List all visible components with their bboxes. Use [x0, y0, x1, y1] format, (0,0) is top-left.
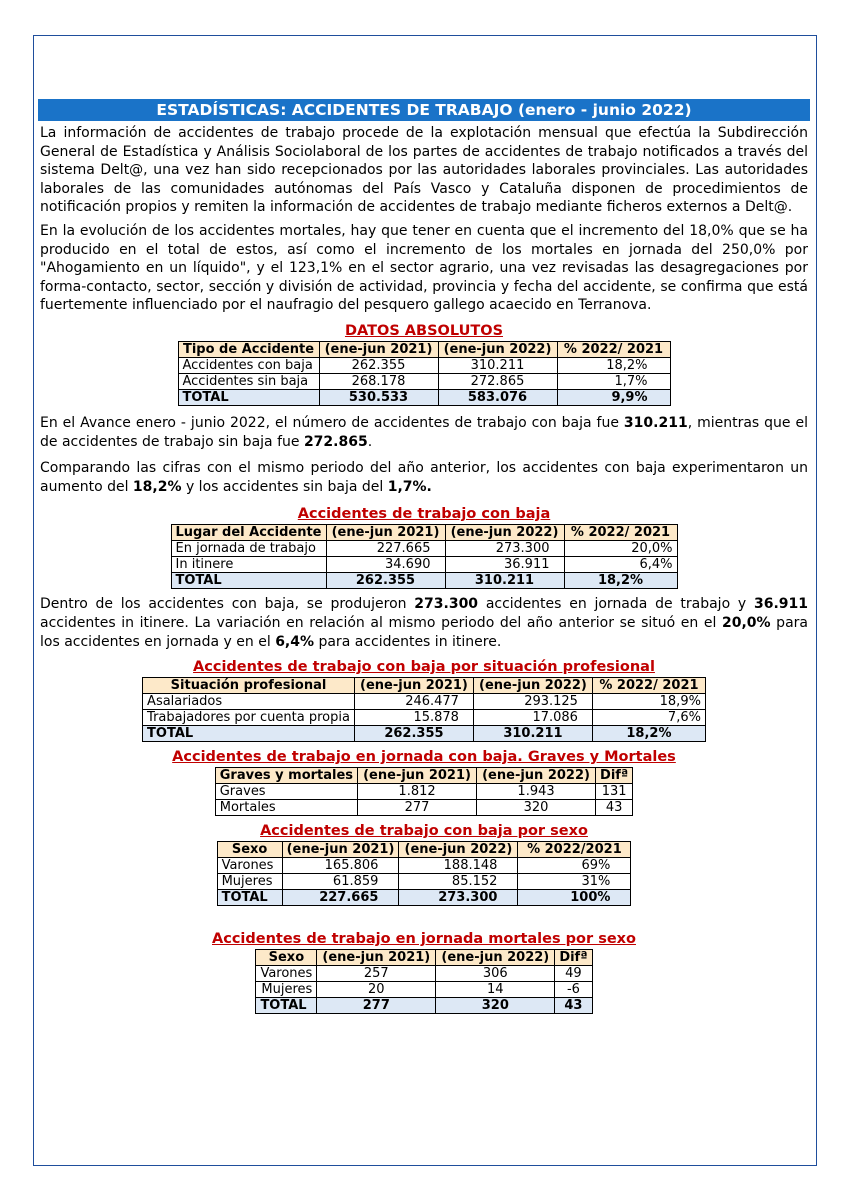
- table-header-row: Situación profesional (ene-jun 2021) (ene-jun 2022) % 2022/ 2021: [143, 678, 706, 694]
- document-content: [40, 99, 808, 1018]
- table-row: In itinere 34.690 36.911 6,4%: [171, 557, 677, 573]
- table-row: Accidentes con baja 262.355 310.211 18,2%: [178, 357, 670, 373]
- table-row: En jornada de trabajo 227.665 273.300 20,0%: [171, 541, 677, 557]
- table-row: Graves 1.812 1.943 131: [215, 784, 633, 800]
- table-por-sexo: [217, 841, 632, 906]
- section-heading: DATOS ABSOLUTOS: [344, 322, 504, 339]
- section-heading: Accidentes de trabajo en jornada mortales por sexo: [212, 931, 636, 948]
- page-title: ESTADÍSTICAS: ACCIDENTES DE TRABAJO (enero - junio 2022): [38, 99, 810, 121]
- table-row: Varones 165.806 188.148 69%: [217, 858, 631, 874]
- table-header-row: Sexo (ene-jun 2021) (ene-jun 2022) % 2022/2021: [217, 842, 631, 858]
- table-mortales-por-sexo: [255, 949, 592, 1014]
- table-header-row: Tipo de Accidente (ene-jun 2021) (ene-jun 2022) % 2022/ 2021: [178, 341, 670, 357]
- table-total-row: TOTAL 262.355 310.211 18,2%: [143, 726, 706, 742]
- table-header-row: Graves y mortales (ene-jun 2021) (ene-jun 2022) Difª: [215, 768, 633, 784]
- section-heading: Accidentes de trabajo con baja por sexo: [260, 823, 588, 840]
- table-situacion-profesional: [142, 677, 706, 742]
- table-total-row: TOTAL 262.355 310.211 18,2%: [171, 573, 677, 589]
- table-graves-mortales: [215, 767, 634, 816]
- table-total-row: TOTAL 277 320 43: [256, 998, 592, 1014]
- avance-paragraph: En el Avance enero - junio 2022, el número de accidentes de trabajo con baja fue 310.211, mientras que el de accidentes de trabajo sin baja fue 272.865.: [40, 414, 808, 450]
- table-row: Asalariados 246.477 293.125 18,9%: [143, 694, 706, 710]
- table-header-row: Sexo (ene-jun 2021) (ene-jun 2022) Difª: [256, 950, 592, 966]
- table-row: Accidentes sin baja 268.178 272.865 1,7%: [178, 373, 670, 389]
- table-con-baja: [171, 524, 678, 589]
- table-row: Mujeres 20 14 -6: [256, 982, 592, 998]
- table-total-row: TOTAL 530.533 583.076 9,9%: [178, 389, 670, 405]
- comparison-paragraph: Comparando las cifras con el mismo periodo del año anterior, los accidentes con baja experimentaron un aumento del 18,2% y los accidentes sin baja del 1,7%.: [40, 460, 808, 495]
- intro-paragraph: La información de accidentes de trabajo procede de la explotación mensual que efectúa la Subdirección General de Estadística y Análisis Sociolaboral de los partes de accidentes de trabajo notificados a través del sistema Delt@, una vez han sido recepcionados por las autoridades laborales provinciales. Las autoridades laborales de las comunidades autónomas del País Vasco y Cataluña disponen de procedimientos de notificación propios y remiten la información de accidentes de trabajo mediante ficheros externos a Delt@.: [40, 125, 808, 216]
- itinere-paragraph: Dentro de los accidentes con baja, se produjeron 273.300 accidentes en jornada de trabajo y 36.911 accidentes in itinere. La variación en relación al mismo periodo del año anterior se situó en el 20,0% para los accidentes en jornada y en el 6,4% para accidentes in itinere.: [40, 596, 808, 650]
- section-heading: Accidentes de trabajo con baja por situación profesional: [193, 659, 655, 676]
- table-row: Mujeres 61.859 85.152 31%: [217, 874, 631, 890]
- table-total-row: TOTAL 227.665 273.300 100%: [217, 890, 631, 906]
- table-row: Trabajadores por cuenta propia 15.878 17.086 7,6%: [143, 710, 706, 726]
- table-row: Mortales 277 320 43: [215, 800, 633, 816]
- table-header-row: Lugar del Accidente (ene-jun 2021) (ene-jun 2022) % 2022/ 2021: [171, 525, 677, 541]
- table-row: Varones 257 306 49: [256, 966, 592, 982]
- table-datos-absolutos: [178, 341, 671, 406]
- mortality-paragraph: En la evolución de los accidentes mortales, hay que tener en cuenta que el incremento del 18,0% que se ha producido en el total de estos, así como el incremento de los mortales en jornada del 250,0% por "Ahogamiento en un líquido", y el 123,1% en el sector agrario, una vez revisadas las desagregaciones por forma-contacto, sector, sección y división de actividad, provincia y fecha del accidente, se confirma que está fuertemente influenciado por el naufragio del pesquero gallego acaecido en Terranova.: [40, 222, 808, 314]
- section-heading: Accidentes de trabajo con baja: [297, 506, 551, 523]
- section-heading: Accidentes de trabajo en jornada con baja. Graves y Mortales: [172, 749, 676, 766]
